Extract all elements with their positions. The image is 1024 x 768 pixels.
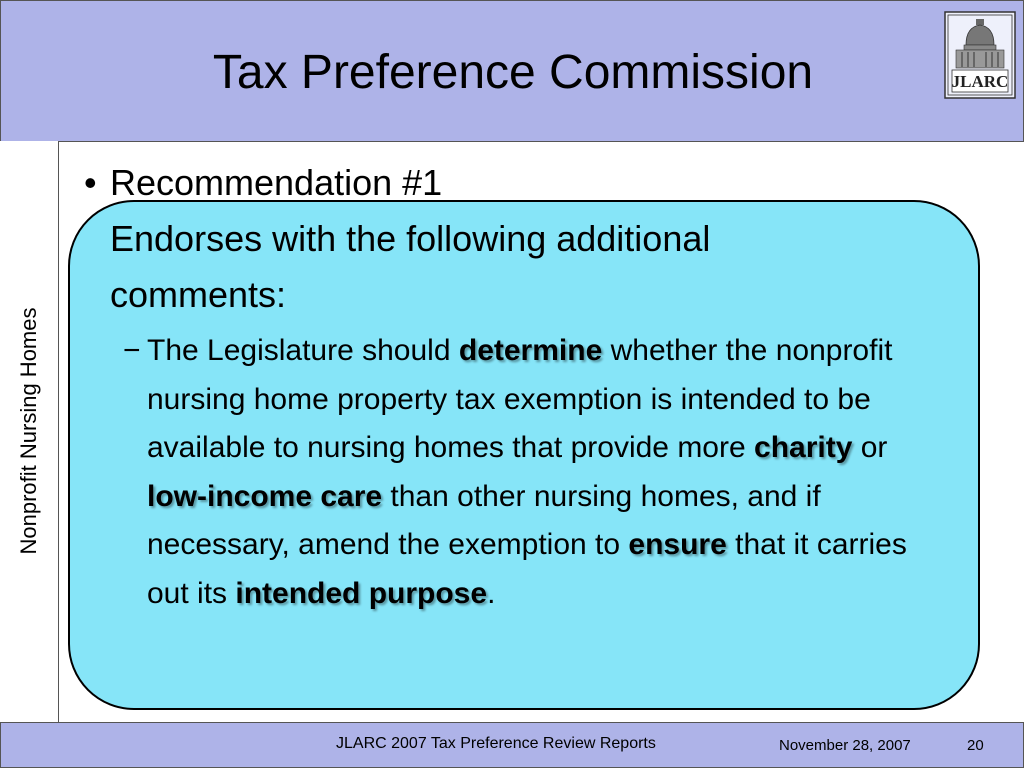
jlarc-logo [944, 11, 1016, 99]
recommendation-heading: Recommendation #1 [110, 162, 443, 203]
slide-title: Tax Preference Commission [212, 46, 814, 99]
bullet-icon: • [84, 162, 97, 203]
footer-page-number: 20 [967, 737, 984, 754]
sub-text-4: than other nursing homes, and if necessary, amend the exemption to [147, 479, 821, 561]
bullet-recommendation [84, 155, 964, 323]
highlight-charity: charity [754, 431, 853, 464]
footer-report-title: JLARC 2007 Tax Preference Review Reports [336, 735, 656, 752]
dash-icon: − [123, 334, 141, 367]
highlight-determine: determine [458, 334, 603, 367]
slide-header [0, 0, 1024, 142]
highlight-intended-purpose: intended purpose [235, 576, 488, 610]
sub-text-1: The Legislature should [147, 334, 459, 367]
sub-text-3: or [852, 431, 888, 464]
endorses-line-1: Endorses with the following additional [110, 218, 711, 259]
slide-content [84, 155, 964, 610]
sidebar [0, 141, 59, 722]
highlight-low-income-care: low-income care [147, 479, 383, 513]
sidebar-label: Nonprofit Nursing Homes [16, 307, 41, 555]
sub-bullet [123, 327, 947, 618]
footer-date: November 28, 2007 [779, 737, 911, 754]
sub-text-6: . [487, 576, 496, 610]
endorses-line-2: comments: [110, 274, 287, 315]
sub-text-5: that it carries out its [147, 528, 907, 610]
slide-footer [0, 722, 1024, 768]
sub-text-2: whether the nonprofit nursing home property tax exemption is intended to be available to nursing homes that provide more [147, 334, 893, 464]
logo-text: JLARC [951, 72, 1009, 91]
highlight-ensure: ensure [628, 528, 727, 561]
